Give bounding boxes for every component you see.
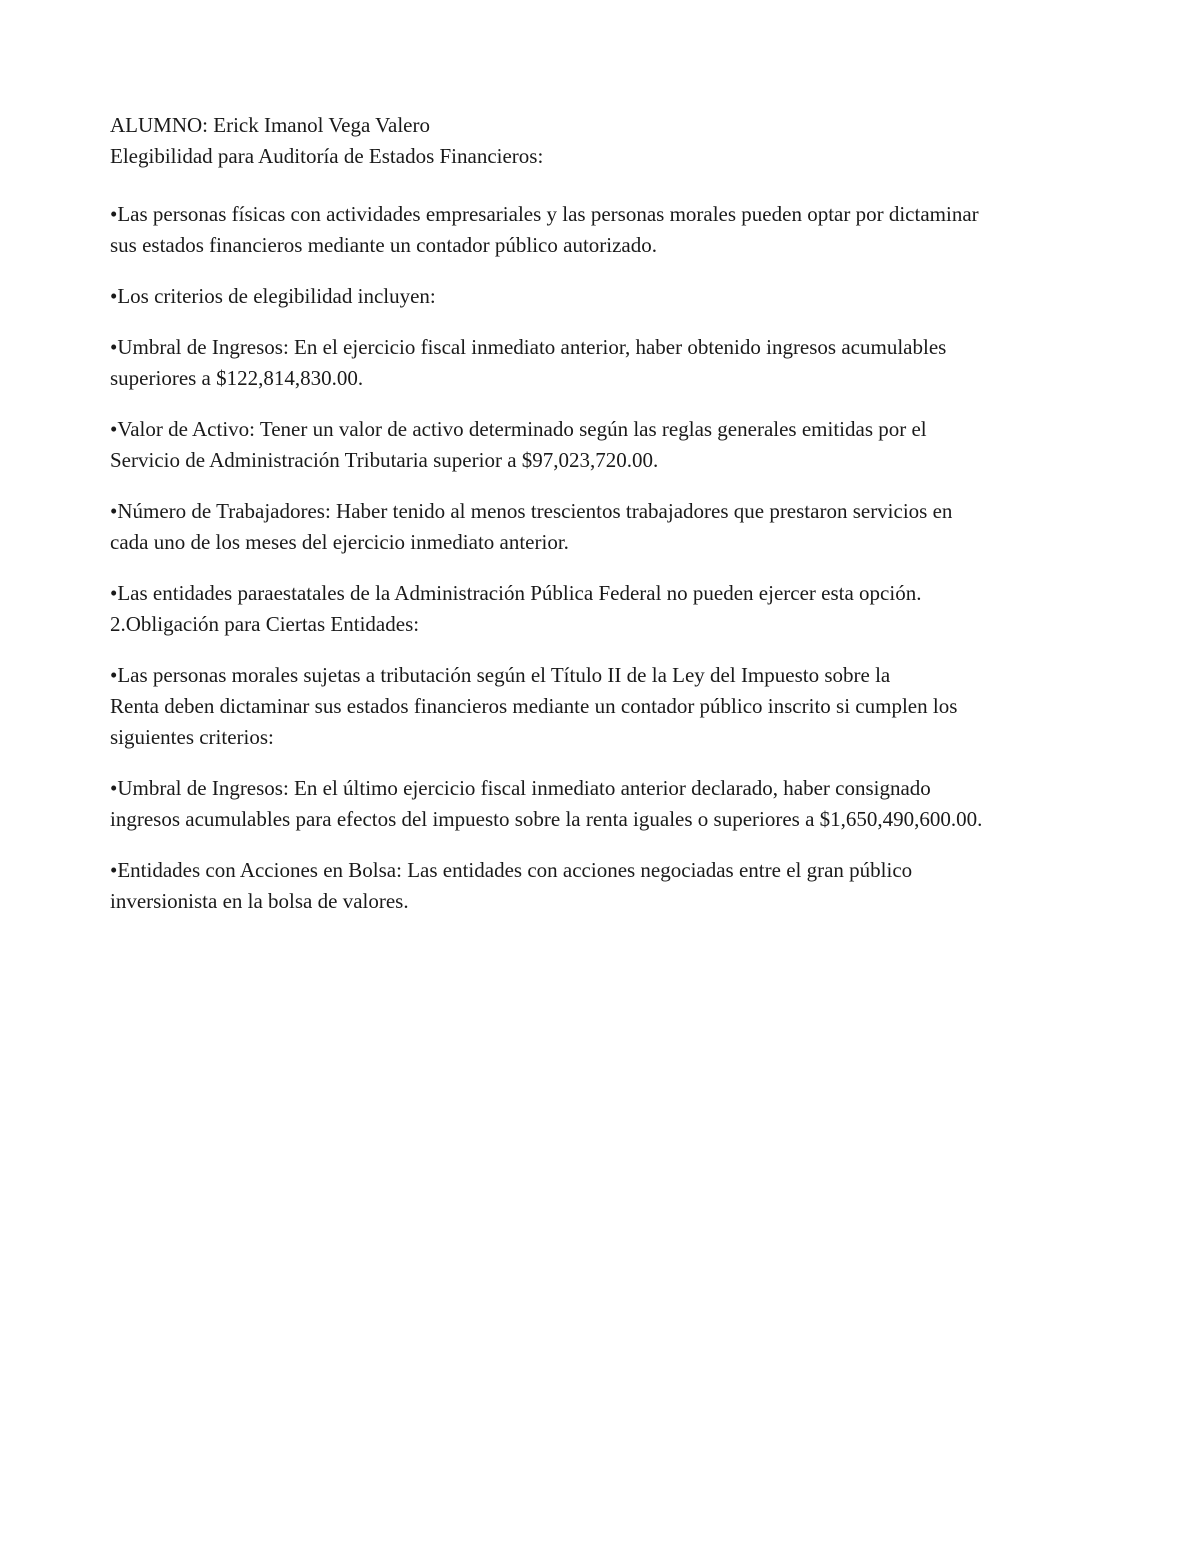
document-heading: Elegibilidad para Auditoría de Estados Financieros: — [110, 144, 544, 168]
document-header — [110, 110, 1110, 172]
paragraph-line: Renta deben dictaminar sus estados financieros mediante un contador público inscrito si cumplen los — [110, 694, 958, 718]
paragraph-line: •Número de Trabajadores: Haber tenido al menos trescientos trabajadores que prestaron servicios en — [110, 499, 953, 523]
paragraph-5 — [110, 496, 1110, 558]
paragraph-line: •Las personas físicas con actividades empresariales y las personas morales pueden optar por dictaminar — [110, 202, 979, 226]
paragraph-line: •Umbral de Ingresos: En el ejercicio fiscal inmediato anterior, haber obtenido ingresos acumulables — [110, 335, 947, 359]
paragraph-line: siguientes criterios: — [110, 725, 274, 749]
paragraph-line: superiores a $122,814,830.00. — [110, 366, 364, 390]
paragraph-line: inversionista en la bolsa de valores. — [110, 889, 409, 913]
paragraph-8 — [110, 773, 1110, 835]
student-name: ALUMNO: Erick Imanol Vega Valero — [110, 113, 430, 137]
paragraph-line: Servicio de Administración Tributaria superior a $97,023,720.00. — [110, 448, 659, 472]
paragraph-line: •Las entidades paraestatales de la Administración Pública Federal no pueden ejercer esta opción. — [110, 581, 922, 605]
paragraph-7 — [110, 660, 1110, 753]
paragraph-line: •Las personas morales sujetas a tributación según el Título II de la Ley del Impuesto sobre la — [110, 663, 891, 687]
document-page — [110, 110, 1110, 937]
paragraph-line: •Valor de Activo: Tener un valor de activo determinado según las reglas generales emitidas por el — [110, 417, 927, 441]
paragraph-4 — [110, 414, 1110, 476]
paragraph-9 — [110, 855, 1110, 917]
paragraph-line: sus estados financieros mediante un contador público autorizado. — [110, 233, 658, 257]
paragraph-line: cada uno de los meses del ejercicio inmediato anterior. — [110, 530, 569, 554]
paragraph-3 — [110, 332, 1110, 394]
paragraph-line: •Umbral de Ingresos: En el último ejercicio fiscal inmediato anterior declarado, haber consignado — [110, 776, 931, 800]
paragraph-1 — [110, 199, 1110, 261]
paragraph-2 — [110, 281, 1110, 312]
section-heading: 2.Obligación para Ciertas Entidades: — [110, 612, 420, 636]
paragraph-line: •Entidades con Acciones en Bolsa: Las entidades con acciones negociadas entre el gran público — [110, 858, 913, 882]
paragraph-6 — [110, 578, 1110, 640]
paragraph-line: ingresos acumulables para efectos del impuesto sobre la renta iguales o superiores a $1,650,490,600.00. — [110, 807, 983, 831]
paragraph-line: •Los criterios de elegibilidad incluyen: — [110, 284, 436, 308]
